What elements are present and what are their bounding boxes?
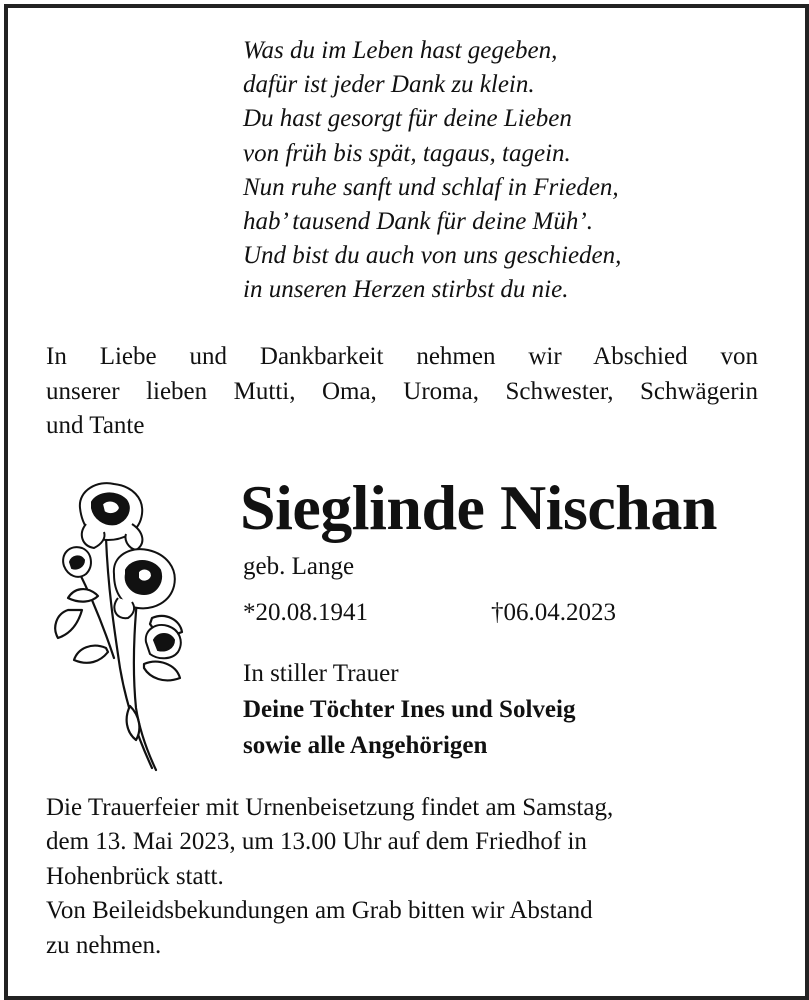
intro-text xyxy=(46,340,758,444)
poem-line: von früh bis spät, tagaus, tagein. xyxy=(243,139,571,167)
poem-line: hab’ tausend Dank für deine Müh’. xyxy=(243,208,593,236)
poem-line: Und bist du auch von uns geschieden, xyxy=(243,242,622,270)
intro-line: unserer lieben Mutti, Oma, Uroma, Schwester, Schwägerin xyxy=(46,377,758,405)
poem xyxy=(243,34,621,308)
footer-line: dem 13. Mai 2023, um 13.00 Uhr auf dem Friedhof in xyxy=(46,828,587,856)
poem-line: Du hast gesorgt für deine Lieben xyxy=(243,105,572,133)
roses-illustration-icon xyxy=(48,478,190,774)
death-date: †06.04.2023 xyxy=(491,599,616,626)
poem-line: in unseren Herzen stirbst du nie. xyxy=(243,276,569,304)
footer-line: Hohenbrück statt. xyxy=(46,862,224,890)
poem-line: dafür ist jeder Dank zu klein. xyxy=(243,71,535,99)
deceased-name: Sieglinde Nischan xyxy=(240,472,717,543)
poem-line: Was du im Leben hast gegeben, xyxy=(243,37,558,64)
mourners-line: Deine Töchter Ines und Solveig xyxy=(243,696,576,723)
intro-line: und Tante xyxy=(46,412,145,439)
mourners-intro: In stiller Trauer xyxy=(243,660,399,687)
footer-line: zu nehmen. xyxy=(46,931,162,959)
poem-line: Nun ruhe sanft und schlaf in Frieden, xyxy=(243,173,619,201)
birth-date: *20.08.1941 xyxy=(243,599,368,626)
mourners-block xyxy=(243,656,575,764)
birth-name: geb. Lange xyxy=(243,553,355,580)
intro-line: In Liebe und Dankbarkeit nehmen wir Abschied von xyxy=(46,343,758,370)
footer-line: Von Beileidsbekundungen am Grab bitten wir Abstand xyxy=(46,897,593,925)
footer-line: Die Trauerfeier mit Urnenbeisetzung findet am Samstag, xyxy=(46,794,614,821)
funeral-notice xyxy=(46,791,613,963)
mourners-line: sowie alle Angehörigen xyxy=(243,732,488,759)
